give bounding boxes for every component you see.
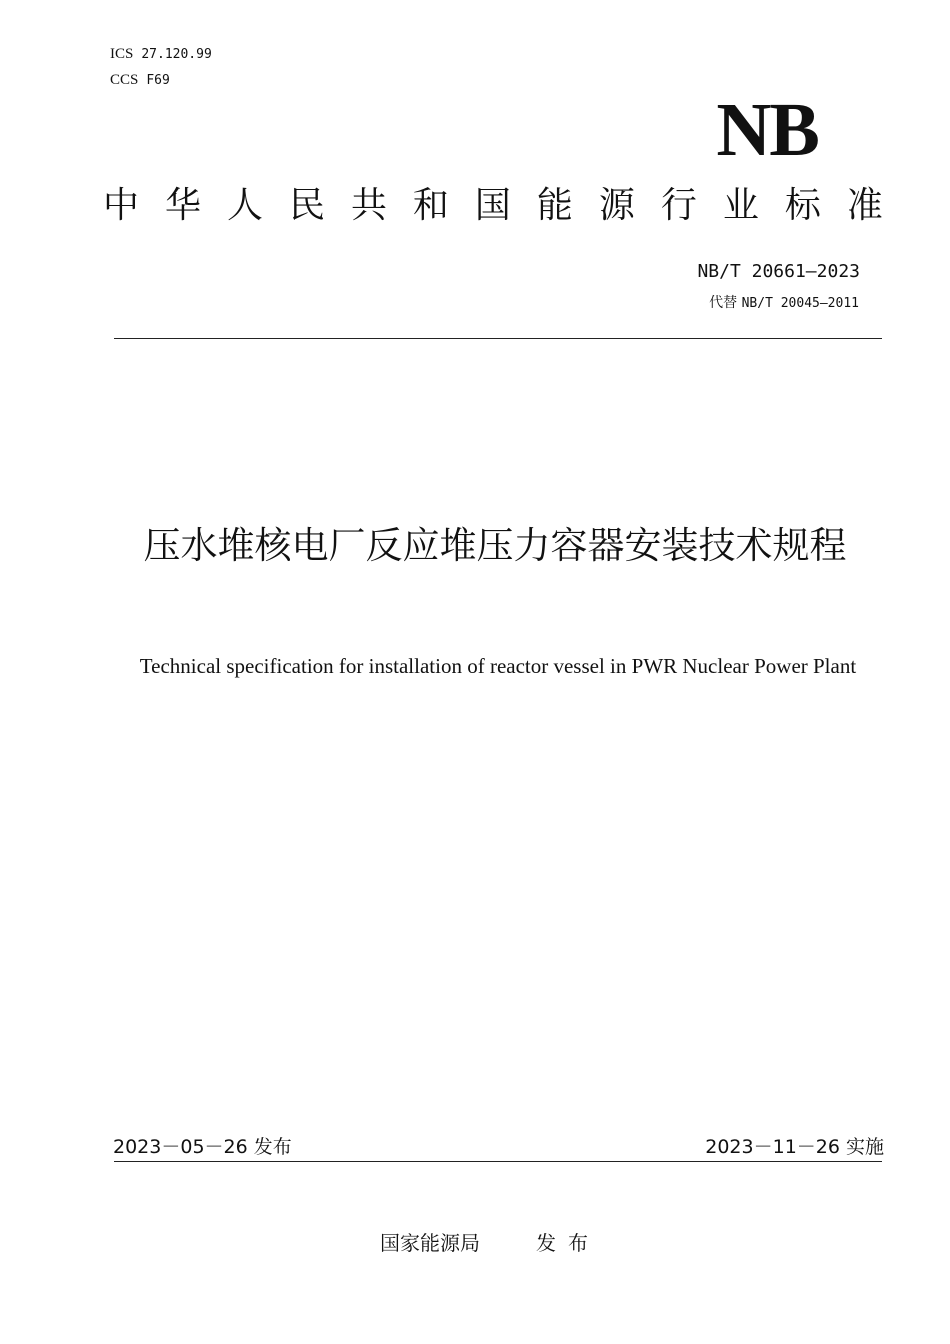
- ccs-label: CCS: [110, 72, 139, 88]
- standard-type-char: 能: [536, 185, 573, 226]
- standard-type-char: 中: [103, 185, 140, 226]
- standard-type-char: 国: [474, 185, 511, 226]
- replaces-number: NB/T 20045—2011: [741, 296, 859, 311]
- ics-label: ICS: [110, 46, 134, 62]
- standard-type-char: 和: [412, 185, 449, 226]
- standard-type-char: 行: [660, 185, 697, 226]
- issuer-name: 国家能源局: [380, 1231, 480, 1255]
- issue-date: 2023－05－26 发布: [113, 1136, 292, 1158]
- ccs-value: F69: [146, 73, 170, 88]
- standard-type-char: 华: [164, 185, 201, 226]
- standard-type-char: 源: [598, 185, 635, 226]
- standard-type-char: 人: [226, 185, 263, 226]
- standard-number: NB/T 20661—2023: [697, 261, 860, 282]
- standard-type-char: 共: [350, 185, 387, 226]
- title-chinese: 压水堆核电厂反应堆压力容器安装技术规程: [143, 524, 847, 567]
- standard-type-char: 业: [722, 185, 759, 226]
- standard-type-char: 准: [846, 185, 883, 226]
- replaces-line: [709, 292, 859, 312]
- bottom-divider: [114, 1161, 882, 1162]
- replaces-label: 代替: [709, 295, 738, 311]
- ics-code: [110, 46, 212, 63]
- issuer-action: 发布: [536, 1231, 600, 1255]
- standard-type-char: 民: [288, 185, 325, 226]
- ics-value: 27.120.99: [141, 47, 212, 62]
- title-english: Technical specification for installation of reactor vessel in PWR Nuclear Power Plant: [139, 654, 857, 678]
- implementation-date: 2023－11－26 实施: [705, 1136, 884, 1158]
- nb-logo: NB: [716, 88, 818, 172]
- ccs-code: [110, 72, 170, 89]
- standard-type-char: 标: [784, 185, 821, 226]
- standard-type-heading: [103, 186, 883, 226]
- top-divider: [114, 338, 882, 339]
